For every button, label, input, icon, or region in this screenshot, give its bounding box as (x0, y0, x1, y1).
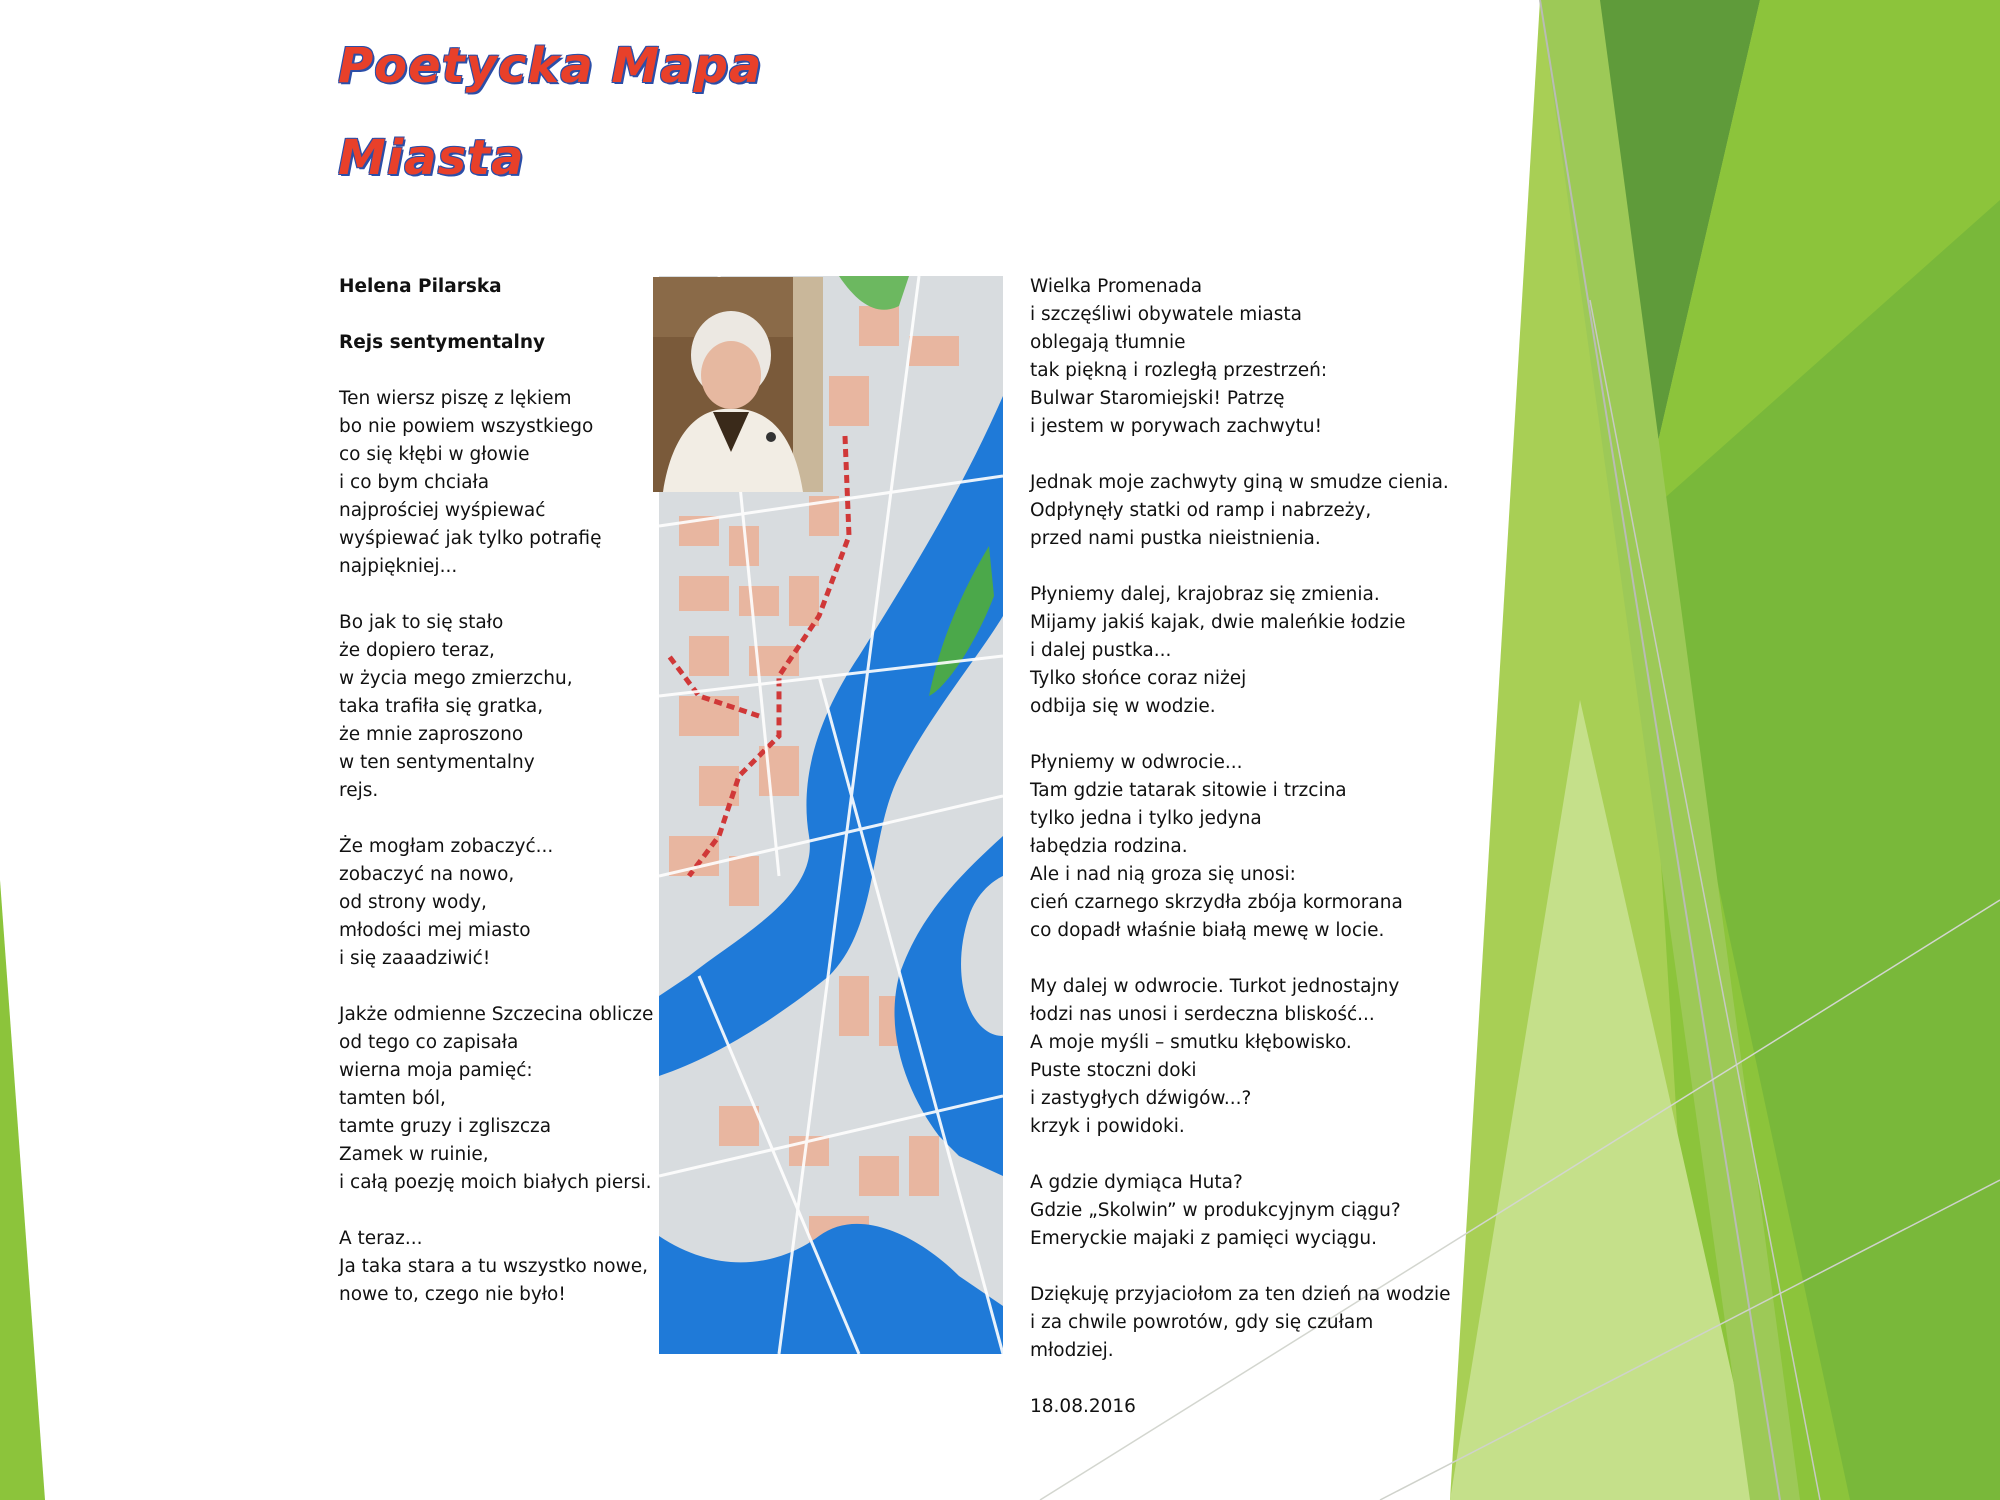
verse-line: krzyk i powidoki. (1030, 1116, 1185, 1137)
verse-line: przed nami pustka nieistnienia. (1030, 528, 1321, 549)
verse-line: A gdzie dymiąca Huta? (1030, 1172, 1243, 1193)
verse-line: i jestem w porywach zachwytu! (1030, 416, 1323, 437)
verse-line: Ale i nad nią groza się unosi: (1030, 864, 1296, 885)
verse-line: Płyniemy dalej, krajobraz się zmienia. (1030, 584, 1380, 605)
left-stanza (339, 1225, 653, 1309)
verse-line: Że mogłam zobaczyć... (339, 836, 554, 857)
verse-line: tylko jedna i tylko jedyna (1030, 808, 1262, 829)
left-stanza (339, 609, 653, 805)
verse-line: taka trafiła się gratka, (339, 696, 544, 717)
verse-line: i co bym chciała (339, 472, 490, 493)
verse-line: Puste stoczni doki (1030, 1060, 1197, 1081)
verse-line: Wielka Promenada (1030, 276, 1203, 297)
verse-line: i zastygłych dźwigów...? (1030, 1088, 1252, 1109)
right-stanza (1030, 273, 1450, 441)
right-stanza (1030, 1281, 1450, 1365)
verse-line: wyśpiewać jak tylko potrafię (339, 528, 602, 549)
verse-line: Tylko słońce coraz niżej (1030, 668, 1247, 689)
verse-line: że dopiero teraz, (339, 640, 495, 661)
poem-left-column (339, 273, 653, 1309)
verse-line: łodzi nas unosi i serdeczna bliskość... (1030, 1004, 1375, 1025)
verse-line: nowe to, czego nie było! (339, 1284, 566, 1305)
verse-line: tamte gruzy i zgliszcza (339, 1116, 552, 1137)
verse-line: młodości mej miasto (339, 920, 531, 941)
verse-line: zobaczyć na nowo, (339, 864, 515, 885)
verse-line: i dalej pustka... (1030, 640, 1172, 661)
verse-line: i szczęśliwi obywatele miasta (1030, 304, 1302, 325)
poem-right-column (1030, 273, 1450, 1421)
verse-line: w ten sentymentalny (339, 752, 535, 773)
right-stanza (1030, 469, 1450, 553)
verse-line: najprościej wyśpiewać (339, 500, 546, 521)
verse-line: Zamek w ruinie, (339, 1144, 489, 1165)
verse-line: łabędzia rodzina. (1030, 836, 1188, 857)
verse-line: A teraz... (339, 1228, 423, 1249)
right-stanza (1030, 1169, 1450, 1253)
left-stanza (339, 833, 653, 973)
verse-line: tak piękną i rozległą przestrzeń: (1030, 360, 1328, 381)
verse-line: od tego co zapisała (339, 1032, 519, 1053)
verse-line: Odpłynęły statki od ramp i nabrzeży, (1030, 500, 1372, 521)
verse-line: i za chwile powrotów, gdy się czułam (1030, 1312, 1374, 1333)
left-stanza (339, 385, 653, 581)
verse-line: Bulwar Staromiejski! Patrzę (1030, 388, 1285, 409)
page-title-line-2: Miasta (338, 130, 525, 186)
verse-line: rejs. (339, 780, 379, 801)
verse-line: odbija się w wodzie. (1030, 696, 1216, 717)
verse-line: tamten ból, (339, 1088, 446, 1109)
verse-line: najpiękniej... (339, 556, 458, 577)
verse-line: Jednak moje zachwyty giną w smudze cienia. (1030, 472, 1449, 493)
left-stanza (339, 1001, 653, 1197)
verse-line: młodziej. (1030, 1340, 1114, 1361)
verse-line: Gdzie „Skolwin” w produkcyjnym ciągu? (1030, 1200, 1401, 1221)
verse-line: oblegają tłumnie (1030, 332, 1186, 353)
right-stanza (1030, 973, 1450, 1141)
verse-line: My dalej w odwrocie. Turkot jednostajny (1030, 976, 1400, 997)
verse-line: Ten wiersz piszę z lękiem (339, 388, 572, 409)
poem-date: 18.08.2016 (1030, 1396, 1136, 1417)
verse-line: Dziękuję przyjaciołom za ten dzień na wodzie (1030, 1284, 1451, 1305)
verse-line: w życia mego zmierzchu, (339, 668, 573, 689)
author-photo (653, 277, 823, 492)
verse-line: Bo jak to się stało (339, 612, 504, 633)
verse-line: od strony wody, (339, 892, 487, 913)
verse-line: i się zaaadziwić! (339, 948, 491, 969)
verse-line: Ja taka stara a tu wszystko nowe, (339, 1256, 649, 1277)
verse-line: Mijamy jakiś kajak, dwie maleńkie łodzie (1030, 612, 1406, 633)
page-title-line-1: Poetycka Mapa (338, 38, 763, 94)
poem-title: Rejs sentymentalny (339, 332, 546, 353)
right-stanza (1030, 749, 1450, 945)
verse-line: cień czarnego skrzydła zbója kormorana (1030, 892, 1403, 913)
verse-line: Jakże odmienne Szczecina oblicze (339, 1004, 654, 1025)
verse-line: i całą poezję moich białych piersi. (339, 1172, 652, 1193)
right-stanza (1030, 581, 1450, 721)
verse-line: co dopadł właśnie białą mewę w locie. (1030, 920, 1385, 941)
poem-author: Helena Pilarska (339, 276, 502, 297)
verse-line: co się kłębi w głowie (339, 444, 530, 465)
verse-line: Emeryckie majaki z pamięci wyciągu. (1030, 1228, 1377, 1249)
verse-line: A moje myśli – smutku kłębowisko. (1030, 1032, 1352, 1053)
verse-line: bo nie powiem wszystkiego (339, 416, 594, 437)
verse-line: wierna moja pamięć: (339, 1060, 533, 1081)
verse-line: Tam gdzie tatarak sitowie i trzcina (1030, 780, 1347, 801)
verse-line: że mnie zaproszono (339, 724, 524, 745)
verse-line: Płyniemy w odwrocie... (1030, 752, 1243, 773)
